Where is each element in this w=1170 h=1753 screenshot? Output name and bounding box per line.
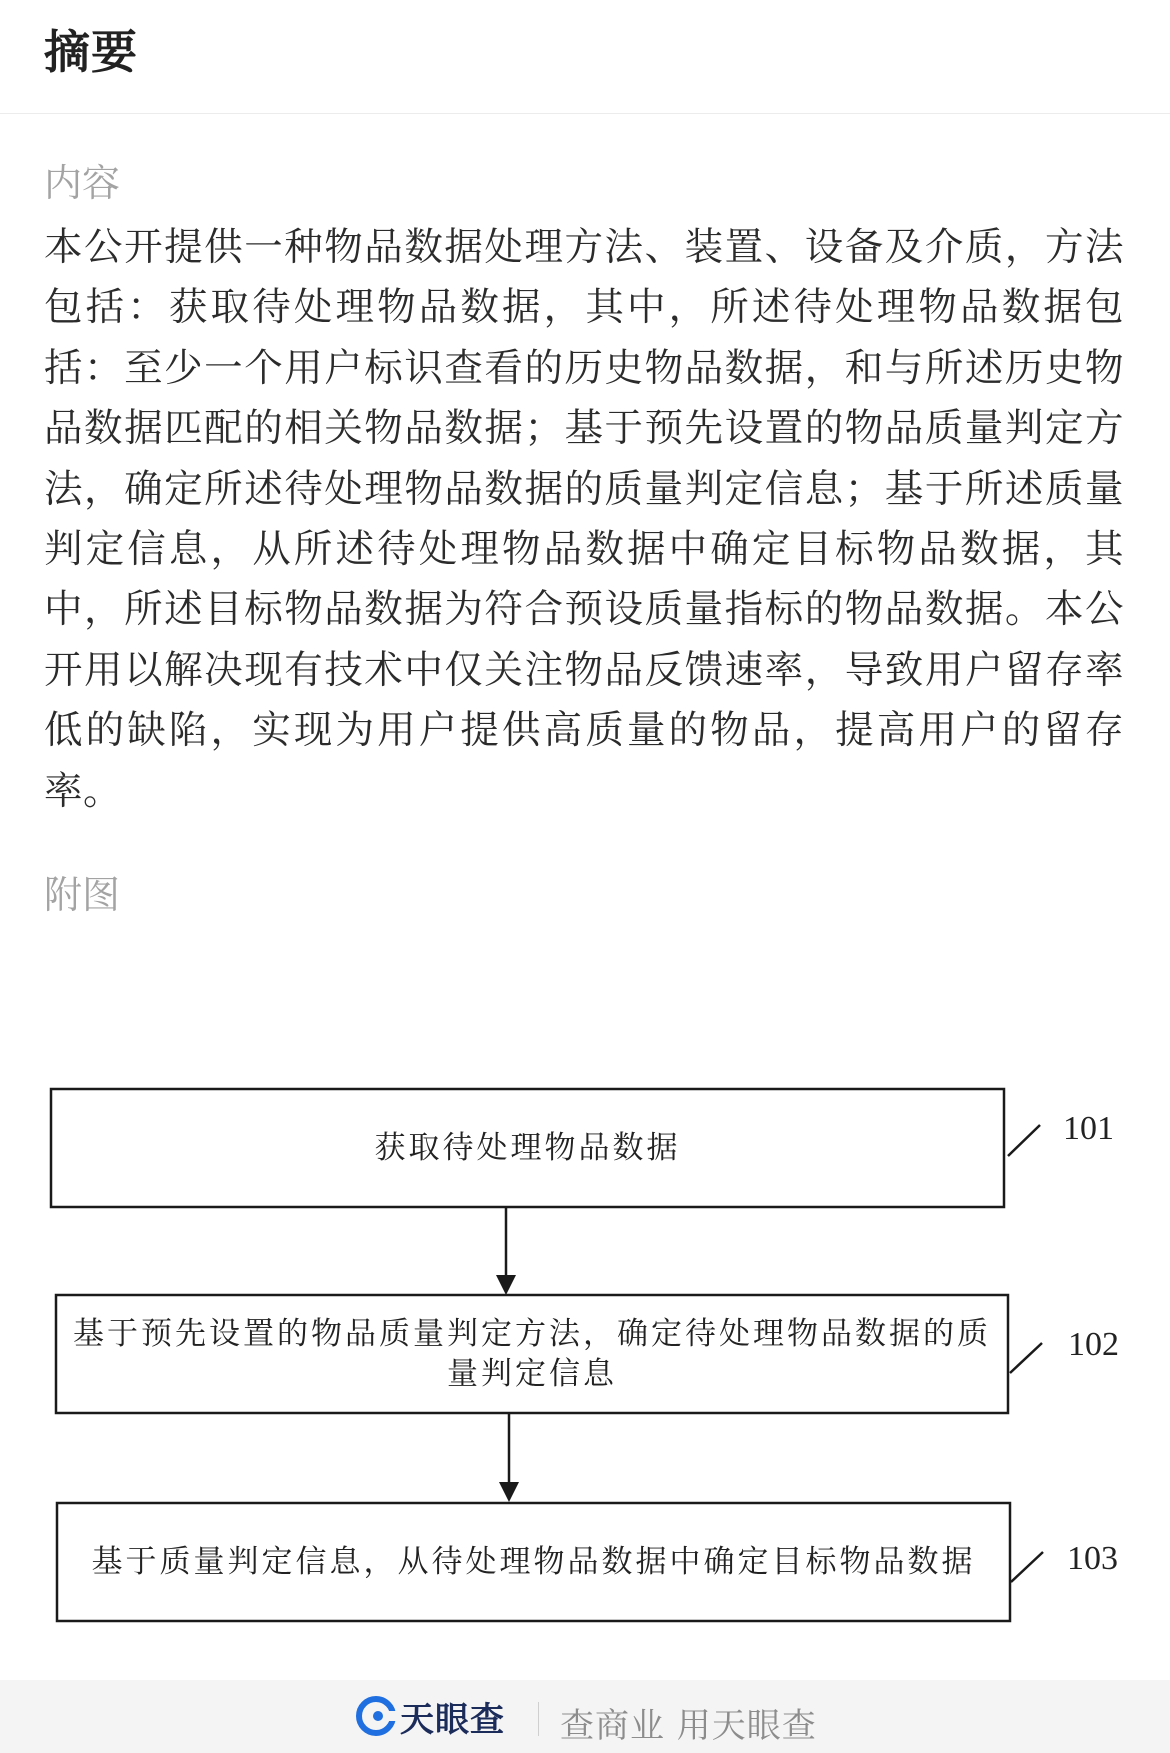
arrowhead-icon	[499, 1482, 519, 1502]
leader-line-103	[1011, 1552, 1043, 1582]
step-number-101: 101	[1063, 1110, 1114, 1147]
footer-bar	[0, 1680, 1170, 1753]
figure-section-label: 附图	[44, 873, 121, 917]
page-title: 摘要	[44, 25, 138, 79]
step-text-101: 获取待处理物品数据	[374, 1130, 681, 1166]
arrowhead-icon	[496, 1275, 516, 1295]
leader-line-102	[1010, 1343, 1042, 1373]
footer-divider	[538, 1702, 539, 1736]
step-text-103: 基于质量判定信息，从待处理物品数据中确定目标物品数据	[91, 1544, 976, 1580]
abstract-text: 本公开提供一种物品数据处理方法、装置、设备及介质，方法包括：获取待处理物品数据，其中，所述待处理物品数据包括：至少一个用户标识查看的历史物品数据，和与所述历史物品数据匹配的相关物品数据；基于预先设置的物品质量判定方法，确定所述待处理物品数据的质量判定信息；基于所述质量判定信息，从所述待处理物品数据中确定目标物品数据，其中，所述目标物品数据为符合预设质量指标的物品数据。本公开用以解决现有技术中仅关注物品反馈速率，导致用户留存率低的缺陷，实现为用户提供高质量的物品，提高用户的留存率。	[44, 225, 1124, 814]
brand[interactable]	[356, 1692, 505, 1740]
step-number-103: 103	[1067, 1540, 1118, 1577]
flowchart-figure	[0, 1070, 1170, 1630]
step-text-102: 基于预先设置的物品质量判定方法，确定待处理物品数据的质量判定信息	[73, 1316, 991, 1392]
leader-line-101	[1008, 1125, 1040, 1156]
step-number-102: 102	[1068, 1326, 1119, 1363]
page-header	[0, 0, 1170, 114]
brand-name: 天眼查	[400, 1699, 505, 1740]
tianyancha-logo-icon	[356, 1696, 396, 1736]
footer-slogan: 查商业 用天眼查	[560, 1706, 817, 1746]
content-section-label: 内容	[44, 161, 121, 205]
